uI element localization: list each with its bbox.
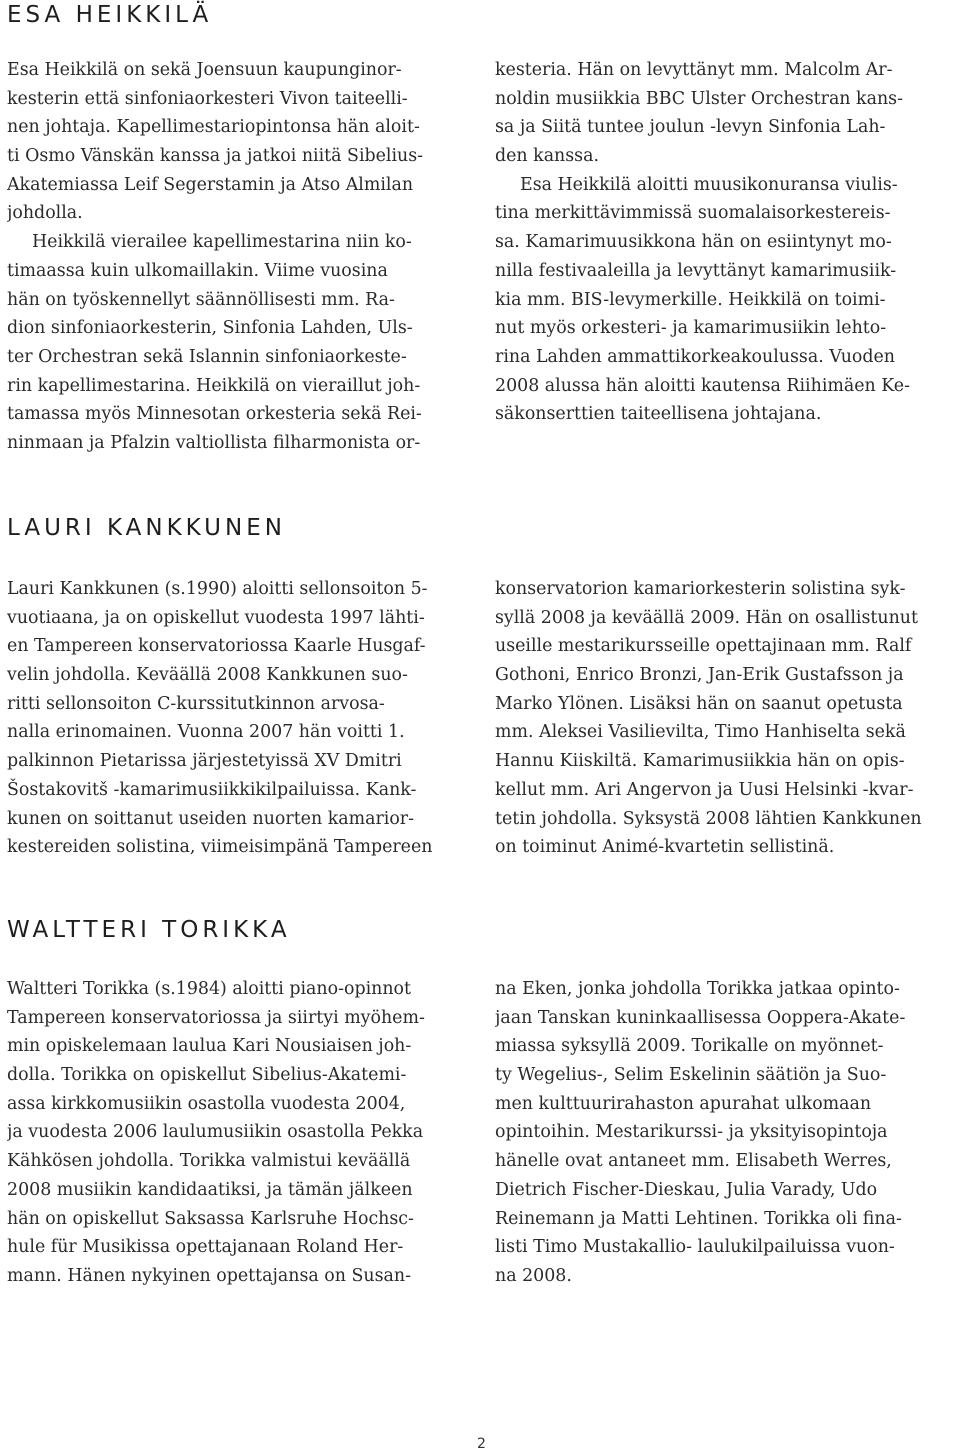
text-line: Heikkilä vierailee kapellimestarina niin ko- — [32, 232, 412, 253]
text-line: listi Timo Mustakallio- laulukilpailuissa vuon- — [495, 1237, 895, 1258]
text-line: min opiskelemaan laulua Kari Nousiaisen joh- — [7, 1036, 412, 1057]
text-line: on toiminut Animé-kvartetin sellistinä. — [495, 837, 835, 858]
section-1-left-column — [7, 56, 469, 458]
text-line: johdolla. — [7, 203, 83, 224]
text-line: 2008 alussa hän aloitti kautensa Riihimäen Ke- — [495, 375, 910, 396]
text-line: kellut mm. Ari Angervon ja Uusi Helsinki -kvar- — [495, 779, 914, 800]
text-line: Lauri Kankkunen (s.1990) aloitti sellonsoiton 5- — [7, 579, 428, 599]
text-line: tamassa myös Minnesotan orkesteria sekä Rei- — [7, 404, 422, 425]
text-line: 2008 musiikin kandidaatiksi, ja tämän jälkeen — [7, 1179, 413, 1200]
text-line: Kähkösen johdolla. Torikka valmistui keväällä — [7, 1151, 411, 1172]
text-line: men kulttuurirahaston apurahat ulkomaan — [495, 1093, 872, 1114]
text-line: hän on opiskellut Saksassa Karlsruhe Hochsc- — [7, 1208, 414, 1229]
text-line: Dietrich Fischer-Dieskau, Julia Varady, Udo — [495, 1179, 878, 1200]
text-line: mann. Hänen nykyinen opettajansa on Susan- — [7, 1265, 411, 1286]
text-line: hänelle ovat antaneet mm. Elisabeth Werres, — [495, 1151, 892, 1172]
text-line: miassa syksyllä 2009. Torikalle on myönnet- — [495, 1036, 884, 1057]
page-number: 2 — [477, 1436, 486, 1452]
text-line: palkinnon Pietarissa järjestetyissä XV Dmitri — [7, 751, 402, 772]
text-line: den kanssa. — [495, 146, 600, 167]
text-line: sa. Kamarimuusikkona hän on esiintynyt mo- — [495, 232, 892, 253]
section-3-right-column — [495, 975, 957, 1291]
text-line: ty Wegelius-, Selim Eskelinin säätiön ja Suo- — [495, 1065, 887, 1086]
text-line: konservatorion kamariorkesterin solistina syk- — [495, 579, 906, 599]
section-heading-lauri-kankkunen: LAURI KANKKUNEN — [7, 515, 286, 541]
section-2-right-column — [495, 575, 957, 862]
section-heading-waltteri-torikka: WALTTERI TORIKKA — [7, 917, 291, 943]
text-line: Akatemiassa Leif Segerstamin ja Atso Almilan — [7, 174, 414, 195]
text-line: Reinemann ja Matti Lehtinen. Torikka oli fina- — [495, 1208, 902, 1229]
text-line: tetin johdolla. Syksystä 2008 lähtien Kankkunen — [495, 808, 922, 829]
text-line: ja vuodesta 2006 laulumusiikin osastolla Pekka — [7, 1122, 424, 1143]
text-line: ti Osmo Vänskän kanssa ja jatkoi niitä Sibelius- — [7, 146, 424, 167]
text-line: ritti sellonsoiton C-kurssitutkinnon arvosa- — [7, 693, 385, 714]
text-line: hän on työskennellyt säännöllisesti mm. Ra- — [7, 289, 395, 310]
text-line: en Tampereen konservatoriossa Kaarle Husgaf- — [7, 636, 426, 657]
section-1-right-column — [495, 56, 957, 429]
text-line: kia mm. BIS-levymerkille. Heikkilä on toimi- — [495, 289, 886, 310]
text-line: ninmaan ja Pfalzin valtiollista filharmonista or- — [7, 432, 421, 453]
text-line: nut myös orkesteri- ja kamarimusiikin lehto- — [495, 318, 887, 339]
text-line: noldin musiikkia BBC Ulster Orchestran kans- — [495, 88, 903, 109]
section-3-left-column — [7, 975, 469, 1291]
text-line: nen johtaja. Kapellimestariopintonsa hän aloit- — [7, 117, 420, 138]
text-line: opintoihin. Mestarikurssi- ja yksityisopintoja — [495, 1122, 888, 1143]
text-line: Šostakovitš -kamarimusiikkikilpailuissa. Kank- — [7, 779, 417, 800]
text-line: nilla festivaaleilla ja levyttänyt kamarimusiik- — [495, 260, 897, 281]
text-line: useille mestarikursseille opettajinaan mm. Ralf — [495, 636, 912, 657]
text-line: velin johdolla. Keväällä 2008 Kankkunen suo- — [7, 665, 408, 686]
text-line: Gothoni, Enrico Bronzi, Jan-Erik Gustafsson ja — [495, 665, 904, 686]
text-line: mm. Aleksei Vasilievilta, Timo Hanhiselta sekä — [495, 722, 906, 743]
text-line: dion sinfoniaorkesterin, Sinfonia Lahden, Uls- — [7, 318, 413, 339]
text-line: nalla erinomainen. Vuonna 2007 hän voitti 1. — [7, 722, 405, 743]
text-line: na Eken, jonka johdolla Torikka jatkaa opinto- — [495, 979, 900, 999]
text-line: sa ja Siitä tuntee joulun -levyn Sinfonia Lah- — [495, 117, 886, 138]
text-line: jaan Tanskan kuninkaallisessa Ooppera-Akate- — [495, 1007, 906, 1028]
text-line: Esa Heikkilä aloitti muusikonuransa viulis- — [520, 174, 898, 195]
text-line: Hannu Kiiskiltä. Kamarimusiikkia hän on opis- — [495, 751, 905, 772]
text-line: tina merkittävimmissä suomalaisorkestereis- — [495, 203, 891, 224]
section-2-left-column — [7, 575, 469, 862]
text-line: rina Lahden ammattikorkeakoulussa. Vuoden — [495, 346, 896, 367]
text-line: kunen on soittanut useiden nuorten kamarior- — [7, 808, 414, 829]
section-heading-esa-heikkila: ESA HEIKKILÄ — [7, 2, 213, 28]
text-line: vuotiaana, ja on opiskellut vuodesta 1997 lähti- — [7, 607, 425, 628]
text-line: assa kirkkomusiikin osastolla vuodesta 2004, — [7, 1093, 406, 1114]
text-line: rin kapellimestarina. Heikkilä on vieraillut joh- — [7, 375, 421, 396]
text-line: Waltteri Torikka (s.1984) aloitti piano-opinnot — [7, 979, 411, 999]
text-line: dolla. Torikka on opiskellut Sibelius-Akatemi- — [7, 1065, 407, 1086]
text-line: na 2008. — [495, 1265, 572, 1286]
text-line: kestereiden solistina, viimeisimpänä Tampereen — [7, 837, 433, 858]
text-line: säkonserttien taiteellisena johtajana. — [495, 404, 822, 425]
text-line: kesteria. Hän on levyttänyt mm. Malcolm Ar- — [495, 60, 893, 80]
text-line: syllä 2008 ja keväällä 2009. Hän on osallistunut — [495, 607, 918, 628]
text-line: timaassa kuin ulkomaillakin. Viime vuosina — [7, 260, 388, 281]
text-line: kesterin että sinfoniaorkesteri Vivon taiteelli- — [7, 88, 408, 109]
text-line: ter Orchestran sekä Islannin sinfoniaorkeste- — [7, 346, 407, 367]
text-line: Marko Ylönen. Lisäksi hän on saanut opetusta — [495, 693, 903, 714]
text-line: hule für Musikissa opettajanaan Roland Her- — [7, 1237, 404, 1258]
text-line: Esa Heikkilä on sekä Joensuun kaupunginor- — [7, 60, 402, 80]
text-line: Tampereen konservatoriossa ja siirtyi myöhem- — [7, 1007, 425, 1028]
